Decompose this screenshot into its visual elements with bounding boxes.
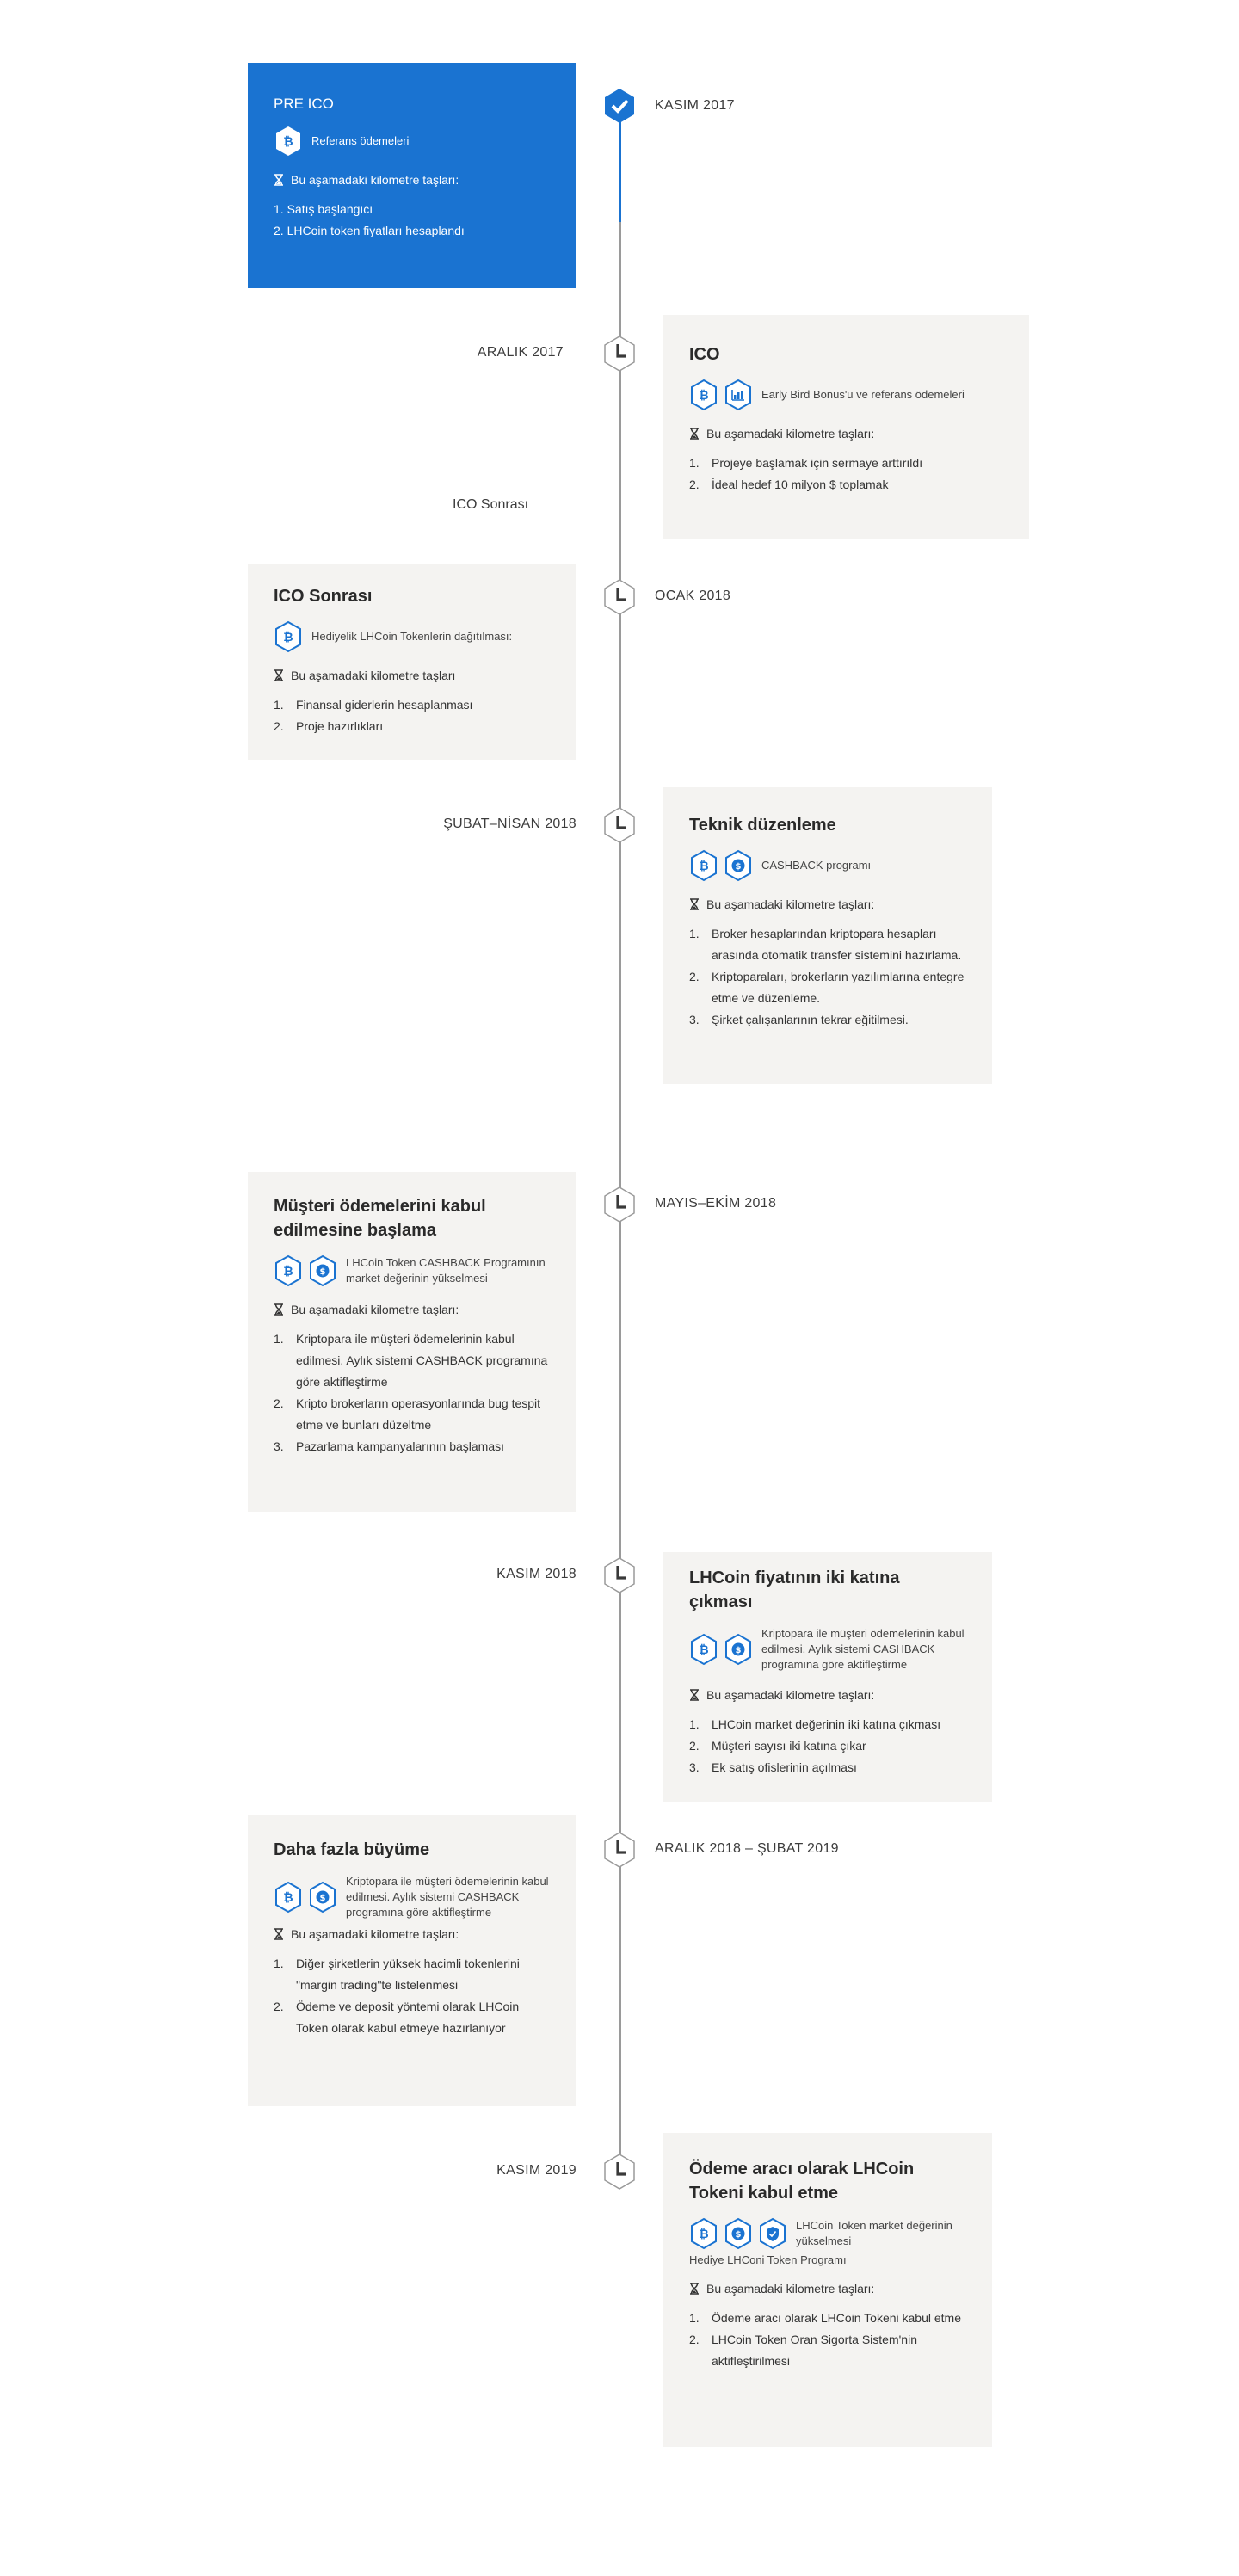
stage-icons [274,125,551,157]
milestones-heading-label: Bu aşamadaki kilometre taşları: [291,1927,459,1941]
milestones-heading [274,173,551,187]
milestone-text: İdeal hedef 10 milyon $ toplamak [712,478,889,491]
stage-date: ARALIK 2018 – ŞUBAT 2019 [655,1841,839,1856]
milestone-text: Broker hesaplarından kriptopara hesapları arasında otomatik transfer sistemini hazırlama. [712,927,962,962]
stage-date: ARALIK 2017 [477,345,564,360]
milestone-text: Proje hazırlıkları [296,719,384,733]
list-item: 3. Pazarlama kampanyalarının başlaması [274,1436,551,1457]
milestone-text: Finansal giderlerin hesaplanması [296,698,473,712]
cashback-icon [308,1881,337,1914]
bitcoin-icon [274,1881,303,1914]
stage-card-lhcoin-fiyat [663,1552,992,1802]
cashback-icon [724,2217,753,2250]
milestone-text: LHCoin Token Oran Sigorta Sistem'nin aktifleştirilmesi [712,2333,917,2368]
stage-icons-text: Early Bird Bonus'u ve referans ödemeleri [761,388,965,401]
cashback-icon [724,849,753,882]
hourglass-icon [689,898,700,910]
stage-icons [274,1254,551,1287]
stage-extra-text: Hediye LHConi Token Programı [689,2253,847,2266]
milestones-heading-label: Bu aşamadaki kilometre taşları: [706,2282,875,2296]
list-item: 1. Ödeme aracı olarak LHCoin Tokeni kabul etme [689,2308,966,2329]
stage-icons-text: Referans ödemeleri [311,134,410,147]
cashback-icon [308,1254,337,1287]
timeline-line [619,107,621,2182]
stage-icons [689,1626,966,1673]
stage-card-musteri [248,1172,576,1512]
milestones-heading-label: Bu aşamadaki kilometre taşları: [291,173,459,187]
hourglass-icon [689,1689,700,1701]
milestone-text: Şirket çalışanlarının tekrar eğitilmesi. [712,1013,909,1026]
clock-icon [603,335,636,373]
list-item: 2. İdeal hedef 10 milyon $ toplamak [689,474,1003,496]
milestones-heading [274,1303,551,1316]
stage-date: KASIM 2019 [496,2163,576,2178]
stage-card-ico [663,315,1029,539]
stage-date: MAYIS–EKİM 2018 [655,1196,777,1211]
milestones-heading [689,1688,966,1702]
stage-card-pre-ico [248,63,576,288]
milestone-text: Ek satış ofislerinin açılması [712,1760,857,1774]
milestones-list [689,1714,966,1778]
list-item: 3. Ek satış ofislerinin açılması [689,1757,966,1778]
bitcoin-icon [689,1633,718,1666]
milestone-text: Pazarlama kampanyalarının başlaması [296,1439,505,1453]
list-item: 2. Kriptoparaları, brokerların yazılımlarına entegre etme ve düzenleme. [689,966,966,1009]
list-item [274,220,551,242]
stage-icons-text: LHCoin Token CASHBACK Programının market değerinin yükselmesi [346,1256,546,1285]
milestones-heading [689,897,966,911]
stage-icons [274,1874,551,1920]
hourglass-icon [689,2283,700,2295]
milestones-list [274,1953,551,2039]
milestone-text: Diğer şirketlerin yüksek hacimli tokenlerini "margin trading"te listelenmesi [296,1957,520,1992]
milestone-text: Kriptopara ile müşteri ödemelerinin kabul edilmesi. Aylık sistemi CASHBACK programına göre aktifleştirme [296,1332,548,1389]
list-item: 2. Kripto brokerların operasyonlarında bug tespit etme ve bunları düzeltme [274,1393,551,1436]
milestone-text: Kripto brokerların operasyonlarında bug tespit etme ve bunları düzeltme [296,1396,541,1432]
milestones-list [274,694,551,737]
list-item: 2. Müşteri sayısı iki katına çıkar [689,1735,966,1757]
shield-icon [758,2217,787,2250]
milestones-heading-label: Bu aşamadaki kilometre taşları: [291,1303,459,1316]
stage-title: LHCoin fiyatının iki katına çıkması [689,1568,900,1612]
stage-date: ŞUBAT–NİSAN 2018 [443,817,576,831]
milestone-text: Kriptoparaları, brokerların yazılımlarına entegre etme ve düzenleme. [712,970,965,1005]
milestones-heading [689,2282,966,2296]
hourglass-icon [274,1303,284,1316]
milestone-text: Ödeme aracı olarak LHCoin Tokeni kabul etme [712,2311,962,2325]
stage-icons-text: Kriptopara ile müşteri ödemelerinin kabul edilmesi. Aylık sistemi CASHBACK programına göre aktifleştirme [346,1875,549,1919]
hourglass-icon [689,428,700,440]
stage-date: OCAK 2018 [655,589,731,603]
list-item: 2. Proje hazırlıkları [274,716,551,737]
clock-icon [603,2153,636,2191]
list-item: 2. LHCoin Token Oran Sigorta Sistem'nin aktifleştirilmesi [689,2329,966,2372]
stage-icons [274,620,551,653]
stage-card-odeme-araci [663,2133,992,2447]
stage-title: Ödeme aracı olarak LHCoin Tokeni kabul etme [689,2160,915,2203]
check-icon [603,87,636,125]
stage-card-buyume [248,1815,576,2106]
bitcoin-icon [689,849,718,882]
stage-icons-text: Kriptopara ile müşteri ödemelerinin kabul edilmesi. Aylık sistemi CASHBACK programına göre aktifleştirme [761,1627,965,1671]
bitcoin-icon [689,2217,718,2250]
stage-title: Müşteri ödemelerini kabul edilmesine başlama [274,1197,486,1240]
bitcoin-icon [274,125,303,157]
clock-icon [603,1831,636,1869]
stage-icons [689,379,1003,411]
clock-icon [603,806,636,844]
clock-icon [603,578,636,616]
milestones-heading-label: Bu aşamadaki kilometre taşları: [706,897,875,911]
milestones-heading-label: Bu aşamadaki kilometre taşları [291,669,456,682]
milestones-list [274,199,551,242]
list-item: 1. Finansal giderlerin hesaplanması [274,694,551,716]
milestone-text: Projeye başlamak için sermaye arttırıldı [712,456,923,470]
milestones-heading [274,1927,551,1941]
stage-icons [689,849,966,882]
milestones-list [689,923,966,1031]
cashback-icon [724,1633,753,1666]
milestone-text: Ödeme ve deposit yöntemi olarak LHCoin Token olarak kabul etmeye hazırlanıyor [296,2000,520,2035]
milestone-text: Müşteri sayısı iki katına çıkar [712,1739,866,1753]
hourglass-icon [274,1928,284,1940]
milestones-list [689,453,1003,496]
list-item: 3. Şirket çalışanlarının tekrar eğitilmesi. [689,1009,966,1031]
list-item: 1. Kriptopara ile müşteri ödemelerinin kabul edilmesi. Aylık sistemi CASHBACK programına göre aktifleştirme [274,1328,551,1393]
list-item: 1. Broker hesaplarından kriptopara hesapları arasında otomatik transfer sistemini hazırlama. [689,923,966,966]
list-item: 2. Ödeme ve deposit yöntemi olarak LHCoin Token olarak kabul etmeye hazırlanıyor [274,1996,551,2039]
milestones-list [274,1328,551,1457]
clock-icon [603,1556,636,1594]
clock-icon [603,1186,636,1223]
list-item: 1. Projeye başlamak için sermaye arttırıldı [689,453,1003,474]
floating-label: ICO Sonrası [453,497,529,512]
stage-card-teknik [663,787,992,1084]
chart-icon [724,379,753,411]
stage-icons [689,2217,966,2250]
list-item: 1. Diğer şirketlerin yüksek hacimli tokenlerini "margin trading"te listelenmesi [274,1953,551,1996]
bitcoin-icon [689,379,718,411]
bitcoin-icon [274,1254,303,1287]
bitcoin-icon [274,620,303,653]
stage-title: ICO [689,345,720,364]
milestones-heading [689,427,1003,441]
stage-icons-text: Hediyelik LHCoin Tokenlerin dağıtılması: [311,630,513,643]
stage-icons-text: CASHBACK programı [761,859,872,872]
milestones-list [689,2308,966,2372]
stage-title: Teknik düzenleme [689,816,836,835]
milestones-heading-label: Bu aşamadaki kilometre taşları: [706,427,875,441]
hourglass-icon [274,174,284,186]
stage-date: KASIM 2017 [655,98,735,113]
list-item [274,199,551,220]
milestones-heading [274,669,551,682]
milestone-text: 1. Satış başlangıcı [274,202,373,216]
list-item: 1. LHCoin market değerinin iki katına çıkması [689,1714,966,1735]
stage-card-ico-sonrasi [248,564,576,760]
milestones-heading-label: Bu aşamadaki kilometre taşları: [706,1688,875,1702]
stage-icons-text: LHCoin Token market değerinin yükselmesi [796,2219,952,2247]
milestone-text: LHCoin market değerinin iki katına çıkması [712,1717,941,1731]
stage-title: PRE ICO [274,96,334,112]
stage-date: KASIM 2018 [496,1567,576,1581]
stage-title: Daha fazla büyüme [274,1840,430,1859]
hourglass-icon [274,669,284,681]
milestone-text: 2. LHCoin token fiyatları hesaplandı [274,224,465,237]
stage-title: ICO Sonrası [274,587,373,606]
